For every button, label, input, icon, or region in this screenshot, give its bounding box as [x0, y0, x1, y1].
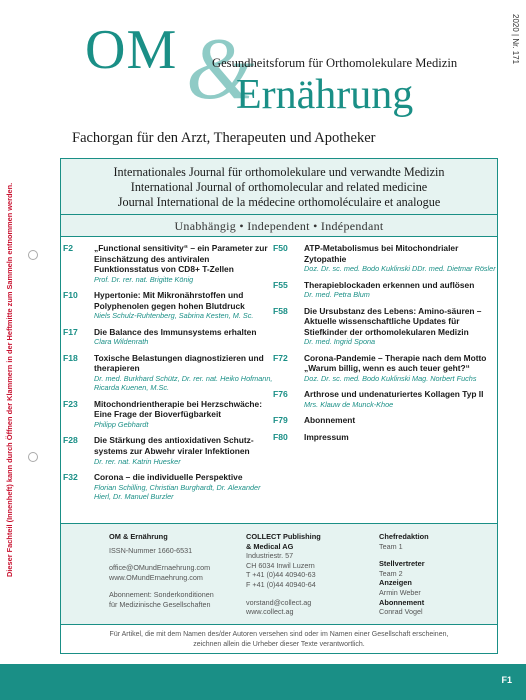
toc-title: Toxische Belastungen diagnostizieren und therapieren: [94, 352, 264, 374]
staff-value: Armin Weber: [379, 587, 421, 597]
toc-page: F18: [63, 352, 78, 363]
toc-authors: Niels Schulz-Ruhtenberg, Sabrina Kesten, M. Sc.: [94, 311, 254, 321]
toc-entry[interactable]: [273, 243, 499, 274]
disclaimer-line: Für Artikel, die mit dem Namen des/der Autoren versehen sind oder im Namen einer Gesellschaft erscheinen,: [109, 631, 449, 638]
toc-title: Impressum: [304, 431, 349, 442]
toc-page: F28: [63, 435, 78, 446]
website-link[interactable]: www.collect.ag: [246, 607, 294, 617]
abo-note: Abonnement: Sonderkonditionen: [109, 590, 214, 600]
toc-left-column: [63, 243, 273, 507]
toc-title: Arthrose und undenaturiertes Kollagen Typ II: [304, 389, 484, 400]
toc-title: Hypertonie: Mit Mikronährstoffen und Polyphenolen gegen hohen Blutdruck: [94, 290, 245, 311]
page-subtitle: Fachorgan für den Arzt, Therapeuten und Apotheker: [72, 130, 376, 146]
toc-page: F17: [63, 326, 78, 337]
email-link[interactable]: office@OMundErnaehrung.com: [109, 563, 211, 573]
fax: F +41 (0)44 40940-64: [246, 579, 316, 589]
logo-subline: Gesundheitsforum für Orthomolekulare Medizin: [212, 56, 458, 70]
publisher-name: COLLECT Publishing: [246, 532, 321, 541]
punch-hole-top: [28, 250, 38, 260]
toc-entry[interactable]: [63, 435, 273, 466]
toc-authors: Dr. med. Burkhard Schütz, Dr. rer. nat. Heiko Hofmann, Ricarda Kuenen, M.Sc.: [94, 373, 273, 393]
info-column-magazine: [109, 532, 259, 610]
journal-line-fr: Journal International de la médecine orthomoléculaire et analogue: [117, 195, 441, 209]
toc-page: F10: [63, 290, 78, 301]
toc-title: Mitochondrientherapie bei Herzschwäche: Eine Frage der Bioverfügbarkeit: [94, 398, 262, 420]
toc-entry[interactable]: [273, 432, 499, 443]
toc-entry[interactable]: [63, 243, 273, 284]
logo-om: OM: [85, 19, 178, 81]
toc-title: Die Balance des Immunsystems erhalten: [94, 326, 257, 337]
toc-page: F50: [273, 243, 288, 253]
info-heading: OM & Ernährung: [109, 532, 168, 541]
toc-page: F76: [273, 389, 288, 400]
toc-entry[interactable]: [63, 353, 273, 393]
staff-heading: Anzeigen: [379, 578, 412, 588]
website-link[interactable]: www.OMundErnaehrung.com: [109, 572, 203, 582]
toc-title: Therapieblockaden erkennen und auflösen: [304, 279, 475, 290]
toc-entry[interactable]: [273, 415, 499, 426]
staff-value: Team 1: [379, 541, 403, 551]
toc-authors: Clara Wildenrath: [94, 337, 149, 347]
independent-tagline: Unabhängig • Independent • Indépendant: [61, 215, 497, 237]
issue-number: 2020 | Nr. 171: [511, 14, 520, 65]
toc-entry[interactable]: [273, 280, 499, 300]
toc-entry[interactable]: [63, 327, 273, 347]
toc-entry[interactable]: [273, 389, 499, 409]
logo-ampersand: &: [186, 21, 255, 118]
toc-entry[interactable]: [63, 399, 273, 430]
toc-page: F58: [273, 305, 288, 316]
address: CH 6034 Inwil Luzern: [246, 560, 315, 570]
page-number: F1: [501, 675, 512, 685]
info-column-staff: [379, 532, 489, 617]
staff-heading: Abonnement: [379, 597, 425, 607]
journal-line-de: Internationales Journal für orthomolekulare und verwandte Medizin: [113, 165, 445, 179]
toc-page: F79: [273, 415, 288, 426]
toc-title: „Functional sensitivity“ – ein Parameter zur Einschätzung des antiviralen Funktionsstatus von CD8+ T-Zellen: [94, 243, 268, 275]
abo-note: für Medizinische Gesellschaften: [109, 599, 211, 609]
toc-authors: Dr. med. Petra Blum: [304, 290, 370, 300]
info-column-publisher: [246, 532, 356, 617]
toc-page: F55: [273, 279, 288, 290]
toc-page: F2: [63, 243, 74, 253]
toc-authors: Mrs. Klauw de Munck-Khoe: [304, 399, 394, 409]
toc-authors: Doz. Dr. sc. med. Bodo Kuklinski Mag. Norbert Fuchs: [304, 373, 477, 383]
contents-panel: [60, 158, 498, 654]
address: Industriestr. 57: [246, 551, 294, 561]
toc-authors: Dr. med. Ingrid Spona: [304, 337, 376, 347]
toc-title: Corona-Pandemie – Therapie nach dem Motto „Warum billig, wenn es auch teuer geht?“: [304, 352, 487, 374]
staff-value: Conrad Vogel: [379, 607, 423, 617]
toc-page: F80: [273, 431, 288, 442]
disclaimer-line: zeichnen allein die Urheber dieser Texte verantwortlich.: [193, 641, 365, 648]
staff-value: Team 2: [379, 568, 403, 578]
bottom-bar: [0, 664, 526, 700]
toc-entry[interactable]: [63, 290, 273, 321]
side-instruction-text: Dieser Fachteil (Innenheft) kann durch Öffnen der Klammern in der Heftmitte zum Sammeln entnommen werden.: [5, 182, 14, 578]
toc-authors: Doz. Dr. sc. med. Bodo Kuklinski DDr. med. Dietmar Rösler: [304, 264, 496, 274]
logo-ernaehrung: Ernährung: [236, 72, 414, 118]
toc-entry[interactable]: [273, 353, 499, 384]
toc-page: F32: [63, 471, 78, 482]
toc-page: F23: [63, 398, 78, 409]
toc-title: Die Ursubstanz des Lebens: Amino-säuren – Aktuelle wissenschaftliche Updates für Stiefkinder der orthomolekularen Medizin: [304, 305, 482, 337]
toc-title: Corona – die individuelle Perspektive: [94, 471, 243, 482]
toc-page: F72: [273, 352, 288, 363]
toc-authors: Prof. Dr. rer. nat. Brigitte König: [94, 274, 194, 284]
toc-right-column: [273, 243, 499, 449]
email-link[interactable]: vorstand@collect.ag: [246, 597, 312, 607]
staff-heading: Stellvertreter: [379, 559, 425, 569]
issn: ISSN-Nummer 1660-6531: [109, 545, 193, 555]
toc-entry[interactable]: [273, 306, 499, 347]
toc-title: Abonnement: [304, 415, 356, 426]
toc-authors: Dr. rer. nat. Katrin Huesker: [94, 456, 181, 466]
disclaimer: [61, 625, 497, 655]
toc-title: Die Stärkung des antioxidativen Schutz-systems zur Abwehr viraler Infektionen: [94, 435, 254, 456]
toc-title: ATP-Metabolismus bei Mitochondrialer Zytopathie: [304, 243, 459, 264]
phone: T +41 (0)44 40940-63: [246, 570, 316, 580]
journal-line-en: International Journal of orthomolecular and related medicine: [130, 180, 428, 194]
toc-entry[interactable]: [63, 472, 273, 501]
publisher-info: [61, 523, 497, 625]
journal-header: [61, 159, 497, 215]
publisher-name: & Medical AG: [246, 541, 294, 551]
toc-authors: Florian Schilling, Christian Burghardt, Dr. Alexander Hierl, Dr. Manuel Burzler: [94, 482, 261, 501]
staff-heading: Chefredaktion: [379, 532, 429, 541]
punch-hole-bottom: [28, 452, 38, 462]
toc-authors: Philipp Gebhardt: [94, 419, 149, 429]
